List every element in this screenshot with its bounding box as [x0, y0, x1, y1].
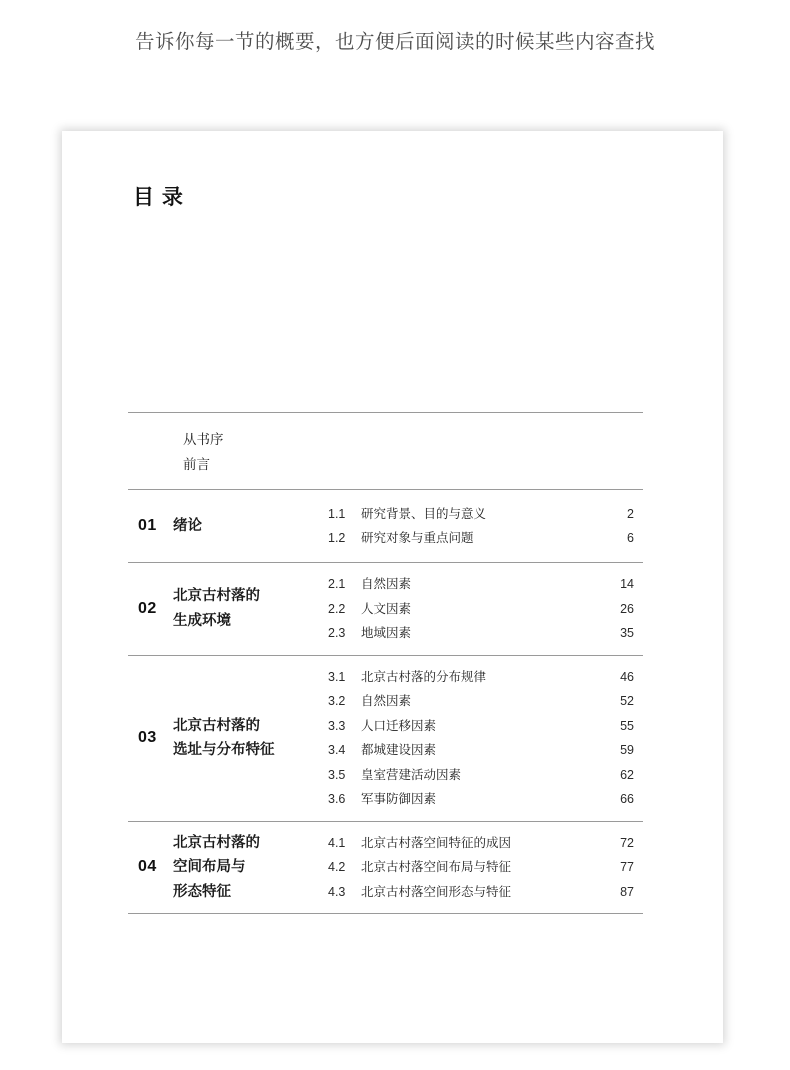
- section-row[interactable]: [328, 763, 643, 788]
- section-row[interactable]: [328, 526, 643, 551]
- section-row[interactable]: [328, 787, 643, 812]
- section-number: 1.1: [328, 506, 346, 521]
- section-number: 3.1: [328, 669, 346, 684]
- section-label: 北京古村落空间形态与特征: [361, 884, 512, 899]
- section-label: 地域因素: [361, 626, 412, 640]
- section-number: 2.2: [328, 601, 346, 616]
- section-number: 3.3: [328, 718, 346, 733]
- chapter-row[interactable]: [128, 656, 643, 821]
- chapter-row[interactable]: [128, 822, 643, 914]
- section-label: 北京古村落空间特征的成因: [361, 835, 512, 850]
- section-list: [328, 502, 643, 551]
- section-number: 2.1: [328, 577, 346, 591]
- section-label: 北京古村落的分布规律: [361, 669, 487, 684]
- section-number: 4.2: [328, 860, 346, 874]
- section-row[interactable]: [328, 738, 643, 763]
- section-label: 自然因素: [361, 694, 412, 708]
- divider: [128, 913, 643, 914]
- section-page-number: 62: [620, 767, 634, 782]
- section-page-number: 52: [620, 694, 634, 708]
- section-page-number: 72: [620, 835, 634, 850]
- chapter-row[interactable]: [128, 490, 643, 562]
- chapter-title-line: 形态特征: [173, 883, 231, 900]
- section-page-number: 46: [620, 669, 634, 684]
- section-row[interactable]: [328, 714, 643, 739]
- section-row[interactable]: [328, 597, 643, 622]
- section-label: 自然因素: [361, 577, 412, 591]
- chapter-title: [173, 514, 328, 539]
- chapter-title: [173, 831, 328, 905]
- section-label: 皇室营建活动因素: [361, 767, 462, 782]
- section-row[interactable]: [328, 502, 643, 527]
- section-number: 3.4: [328, 743, 346, 757]
- section-number: 2.3: [328, 626, 346, 640]
- section-list: [328, 665, 643, 812]
- chapter-title-line: 绪论: [173, 517, 202, 534]
- table-of-contents: [128, 412, 643, 914]
- chapter-row[interactable]: [128, 563, 643, 655]
- chapter-number: 02: [138, 599, 157, 617]
- section-label: 军事防御因素: [361, 792, 437, 806]
- section-label: 人口迁移因素: [361, 718, 437, 733]
- section-number: 3.2: [328, 694, 346, 708]
- section-page-number: 66: [620, 792, 634, 806]
- section-page-number: 26: [620, 601, 634, 616]
- section-page-number: 77: [620, 860, 634, 874]
- section-page-number: 55: [620, 718, 634, 733]
- section-row[interactable]: [328, 831, 643, 856]
- section-label: 研究背景、目的与意义: [361, 506, 487, 521]
- section-row[interactable]: [328, 665, 643, 690]
- chapter-title-line: 空间布局与: [173, 859, 246, 875]
- section-number: 3.6: [328, 792, 346, 806]
- section-page-number: 2: [627, 506, 634, 521]
- chapter-title-line: 北京古村落的: [173, 717, 260, 734]
- section-list: [328, 831, 643, 905]
- chapter-title: [173, 714, 328, 763]
- section-page-number: 87: [620, 884, 634, 899]
- chapter-title: [173, 584, 328, 633]
- section-page-number: 35: [620, 626, 634, 640]
- chapter-title-line: 北京古村落的: [173, 588, 260, 605]
- front-matter-block: [128, 413, 643, 489]
- section-row[interactable]: [328, 689, 643, 714]
- section-label: 都城建设因素: [361, 743, 437, 757]
- chapter-number: 04: [138, 858, 157, 876]
- page-caption: 告诉你每一节的概要，也方便后面阅读的时候某些内容查找: [134, 31, 655, 53]
- section-row[interactable]: [328, 855, 643, 880]
- chapter-title-line: 北京古村落的: [173, 834, 260, 851]
- section-number: 4.3: [328, 884, 346, 899]
- section-number: 4.1: [328, 835, 346, 850]
- chapter-title-line: 选址与分布特征: [173, 742, 275, 758]
- section-page-number: 14: [620, 577, 634, 591]
- section-list: [328, 572, 643, 646]
- section-page-number: 59: [620, 743, 634, 757]
- section-label: 研究对象与重点问题: [361, 531, 474, 545]
- chapter-number: 01: [138, 517, 157, 534]
- page-title: 目 录: [133, 186, 184, 209]
- document-page: [62, 131, 723, 1043]
- section-row[interactable]: [328, 621, 643, 646]
- chapter-title-line: 生成环境: [173, 612, 231, 629]
- list-item[interactable]: 前言: [183, 457, 210, 472]
- section-label: 北京古村落空间布局与特征: [361, 860, 512, 874]
- list-item[interactable]: 从书序: [183, 432, 224, 447]
- chapter-number: 03: [138, 729, 157, 746]
- section-label: 人文因素: [361, 601, 412, 616]
- section-row[interactable]: [328, 572, 643, 597]
- section-number: 3.5: [328, 767, 346, 782]
- section-row[interactable]: [328, 880, 643, 905]
- section-number: 1.2: [328, 531, 346, 545]
- section-page-number: 6: [627, 531, 634, 545]
